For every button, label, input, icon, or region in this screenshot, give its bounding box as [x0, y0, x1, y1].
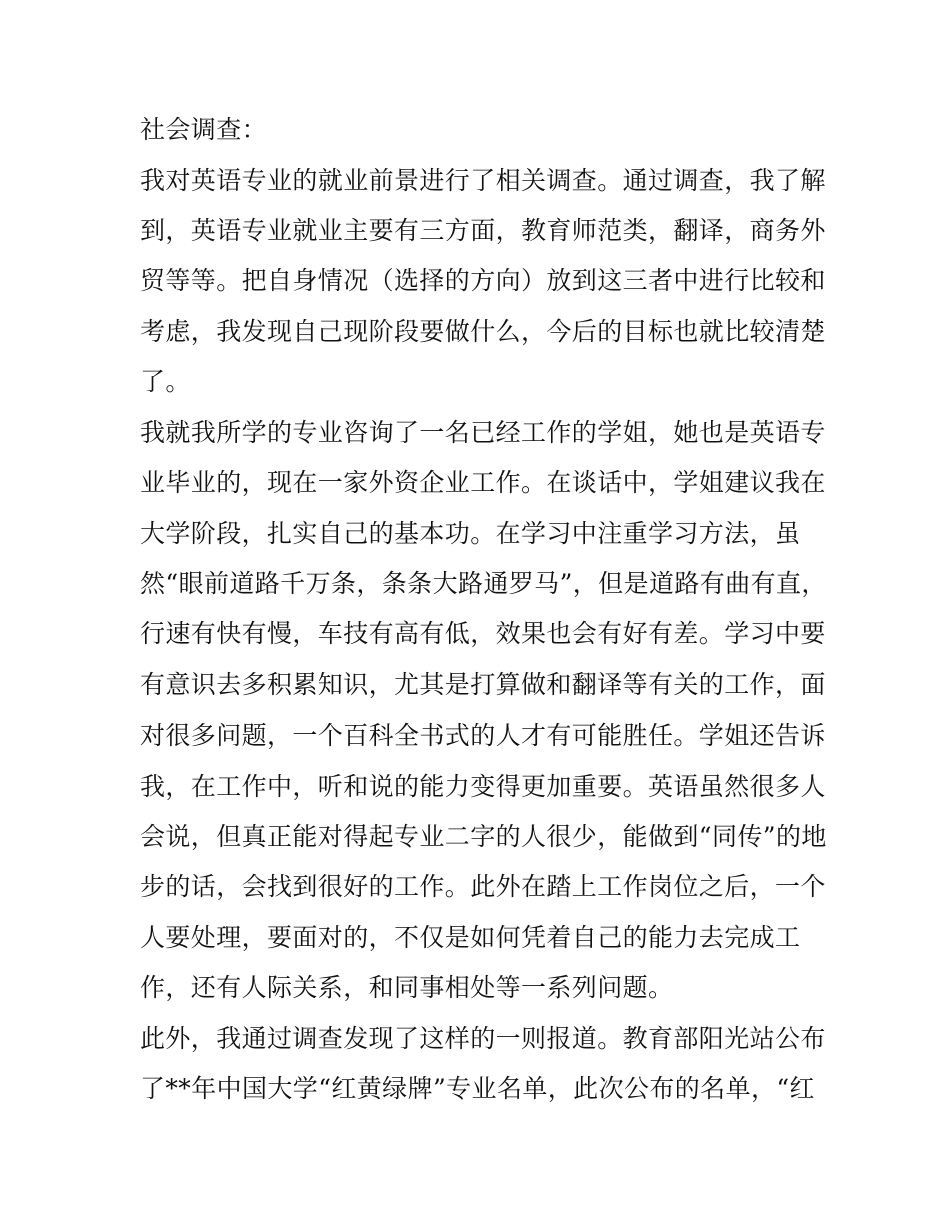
paragraph-line: 我，在工作中，听和说的能力变得更加重要。英语虽然很多人 — [140, 772, 826, 801]
paragraph-line: 步的话，会找到很好的工作。此外在踏上工作岗位之后，一个 — [140, 872, 826, 901]
paragraph-line: 了**年中国大学“红黄绿牌”专业名单，此次公布的名单，“红 — [140, 1074, 815, 1103]
paragraph-line: 我就我所学的专业咨询了一名已经工作的学姐，她也是英语专 — [140, 418, 826, 447]
paragraph-line: 然“眼前道路千万条，条条大路通罗马”，但是道路有曲有直， — [140, 569, 827, 598]
paragraph-line: 考虑，我发现自己现阶段要做什么，今后的目标也就比较清楚 — [140, 317, 826, 346]
paragraph-line: 到，英语专业就业主要有三方面，教育师范类，翻译，商务外 — [140, 216, 826, 245]
paragraph-line: 贸等等。把自身情况（选择的方向）放到这三者中进行比较和 — [140, 266, 826, 295]
paragraph-line: 作，还有人际关系，和同事相处等一系列问题。 — [140, 973, 674, 1002]
paragraph-line: 此外，我通过调查发现了这样的一则报道。教育部阳光站公布 — [140, 1024, 826, 1053]
paragraph-line: 有意识去多积累知识，尤其是打算做和翻译等有关的工作，面 — [140, 670, 826, 699]
paragraph-line: 业毕业的，现在一家外资企业工作。在谈话中，学姐建议我在 — [140, 468, 826, 497]
paragraph-line: 对很多问题，一个百科全书式的人才有可能胜任。学姐还告诉 — [140, 721, 826, 750]
section-heading: 社会调查： — [140, 115, 268, 144]
paragraph-line: 行速有快有慢，车技有高有低，效果也会有好有差。学习中要 — [140, 619, 826, 648]
paragraph-line: 大学阶段，扎实自己的基本功。在学习中注重学习方法，虽 — [140, 519, 801, 548]
paragraph-line: 人要处理，要面对的，不仅是如何凭着自己的能力去完成工 — [140, 923, 801, 952]
paragraph-line: 会说，但真正能对得起专业二字的人很少，能做到“同传”的地 — [140, 822, 827, 851]
paragraph-line: 了。 — [140, 367, 191, 396]
paragraph-line: 我对英语专业的就业前景进行了相关调查。通过调查，我了解 — [140, 166, 826, 195]
